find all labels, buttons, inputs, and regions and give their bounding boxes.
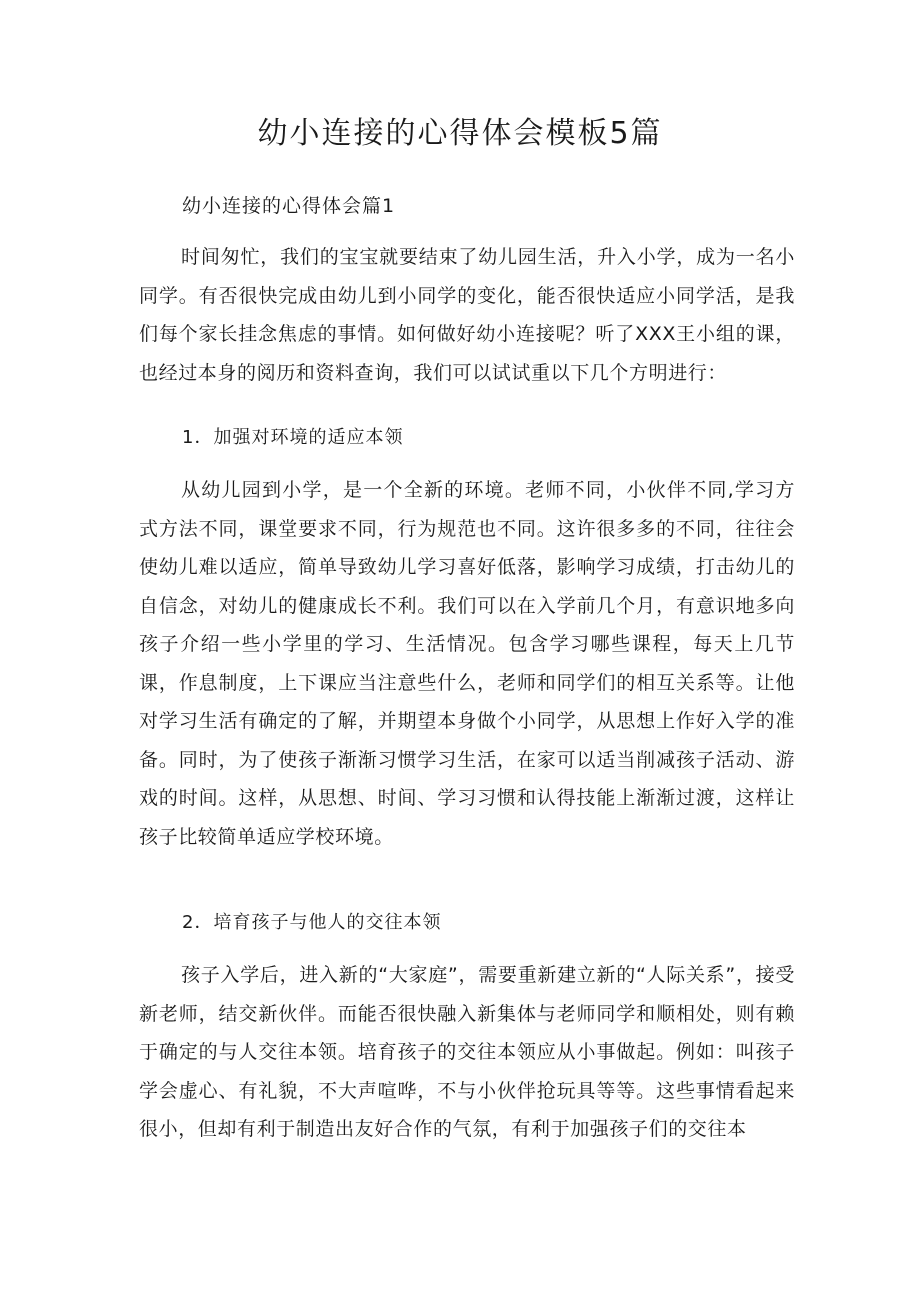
paragraph-intro: 时间匆忙，我们的宝宝就要结束了幼儿园生活，升入小学，成为一名小同学。有否很快完成由幼儿到小同学的变化，能否很快适应小同学活，是我们每个家长挂念焦虑的事情。如何做好幼小连接呢？听了XXX王小组的课，也经过本身的阅历和资料查询，我们可以试试重以下几个方明进行：	[139, 246, 795, 384]
section-heading-2: 2．培育孩子与他人的交往本领	[182, 912, 442, 933]
section-subtitle: 幼小连接的心得体会篇1	[182, 195, 396, 217]
document-title: 幼小连接的心得体会模板5篇	[257, 116, 663, 151]
paragraph-social-skills: 孩子入学后，进入新的“大家庭”，需要重新建立新的“人际关系”，接受新老师，结交新伙伴。而能否很快融入新集体与老师同学和顺相处，则有赖于确定的与人交往本领。培育孩子的交往本领应从小事做起。例如：叫孩子学会虚心、有礼貌，不大声喧哗，不与小伙伴抢玩具等等。这些事情看起来很小，但却有利于制造出友好合作的气氛，有利于加强孩子们的交往本	[139, 964, 795, 1140]
paragraph-environment: 从幼儿园到小学，是一个全新的环境。老师不同，小伙伴不同,学习方式方法不同，课堂要求不同，行为规范也不同。这许很多多的不同，往往会使幼儿难以适应，简单导致幼儿学习喜好低落，影响学习成绩，打击幼儿的自信念，对幼儿的健康成长不利。我们可以在入学前几个月，有意识地多向孩子介绍一些小学里的学习、生活情况。包含学习哪些课程，每天上几节课，作息制度，上下课应当注意些什么，老师和同学们的相互关系等。让他对学习生活有确定的了解，并期望本身做个小同学，从思想上作好入学的准备。同时，为了使孩子渐渐习惯学习生活，在家可以适当削减孩子活动、游戏的时间。这样，从思想、时间、学习习惯和认得技能上渐渐过渡，这样让孩子比较简单适应学校环境。	[139, 479, 795, 848]
section-heading-1: 1．加强对环境的适应本领	[182, 427, 404, 448]
